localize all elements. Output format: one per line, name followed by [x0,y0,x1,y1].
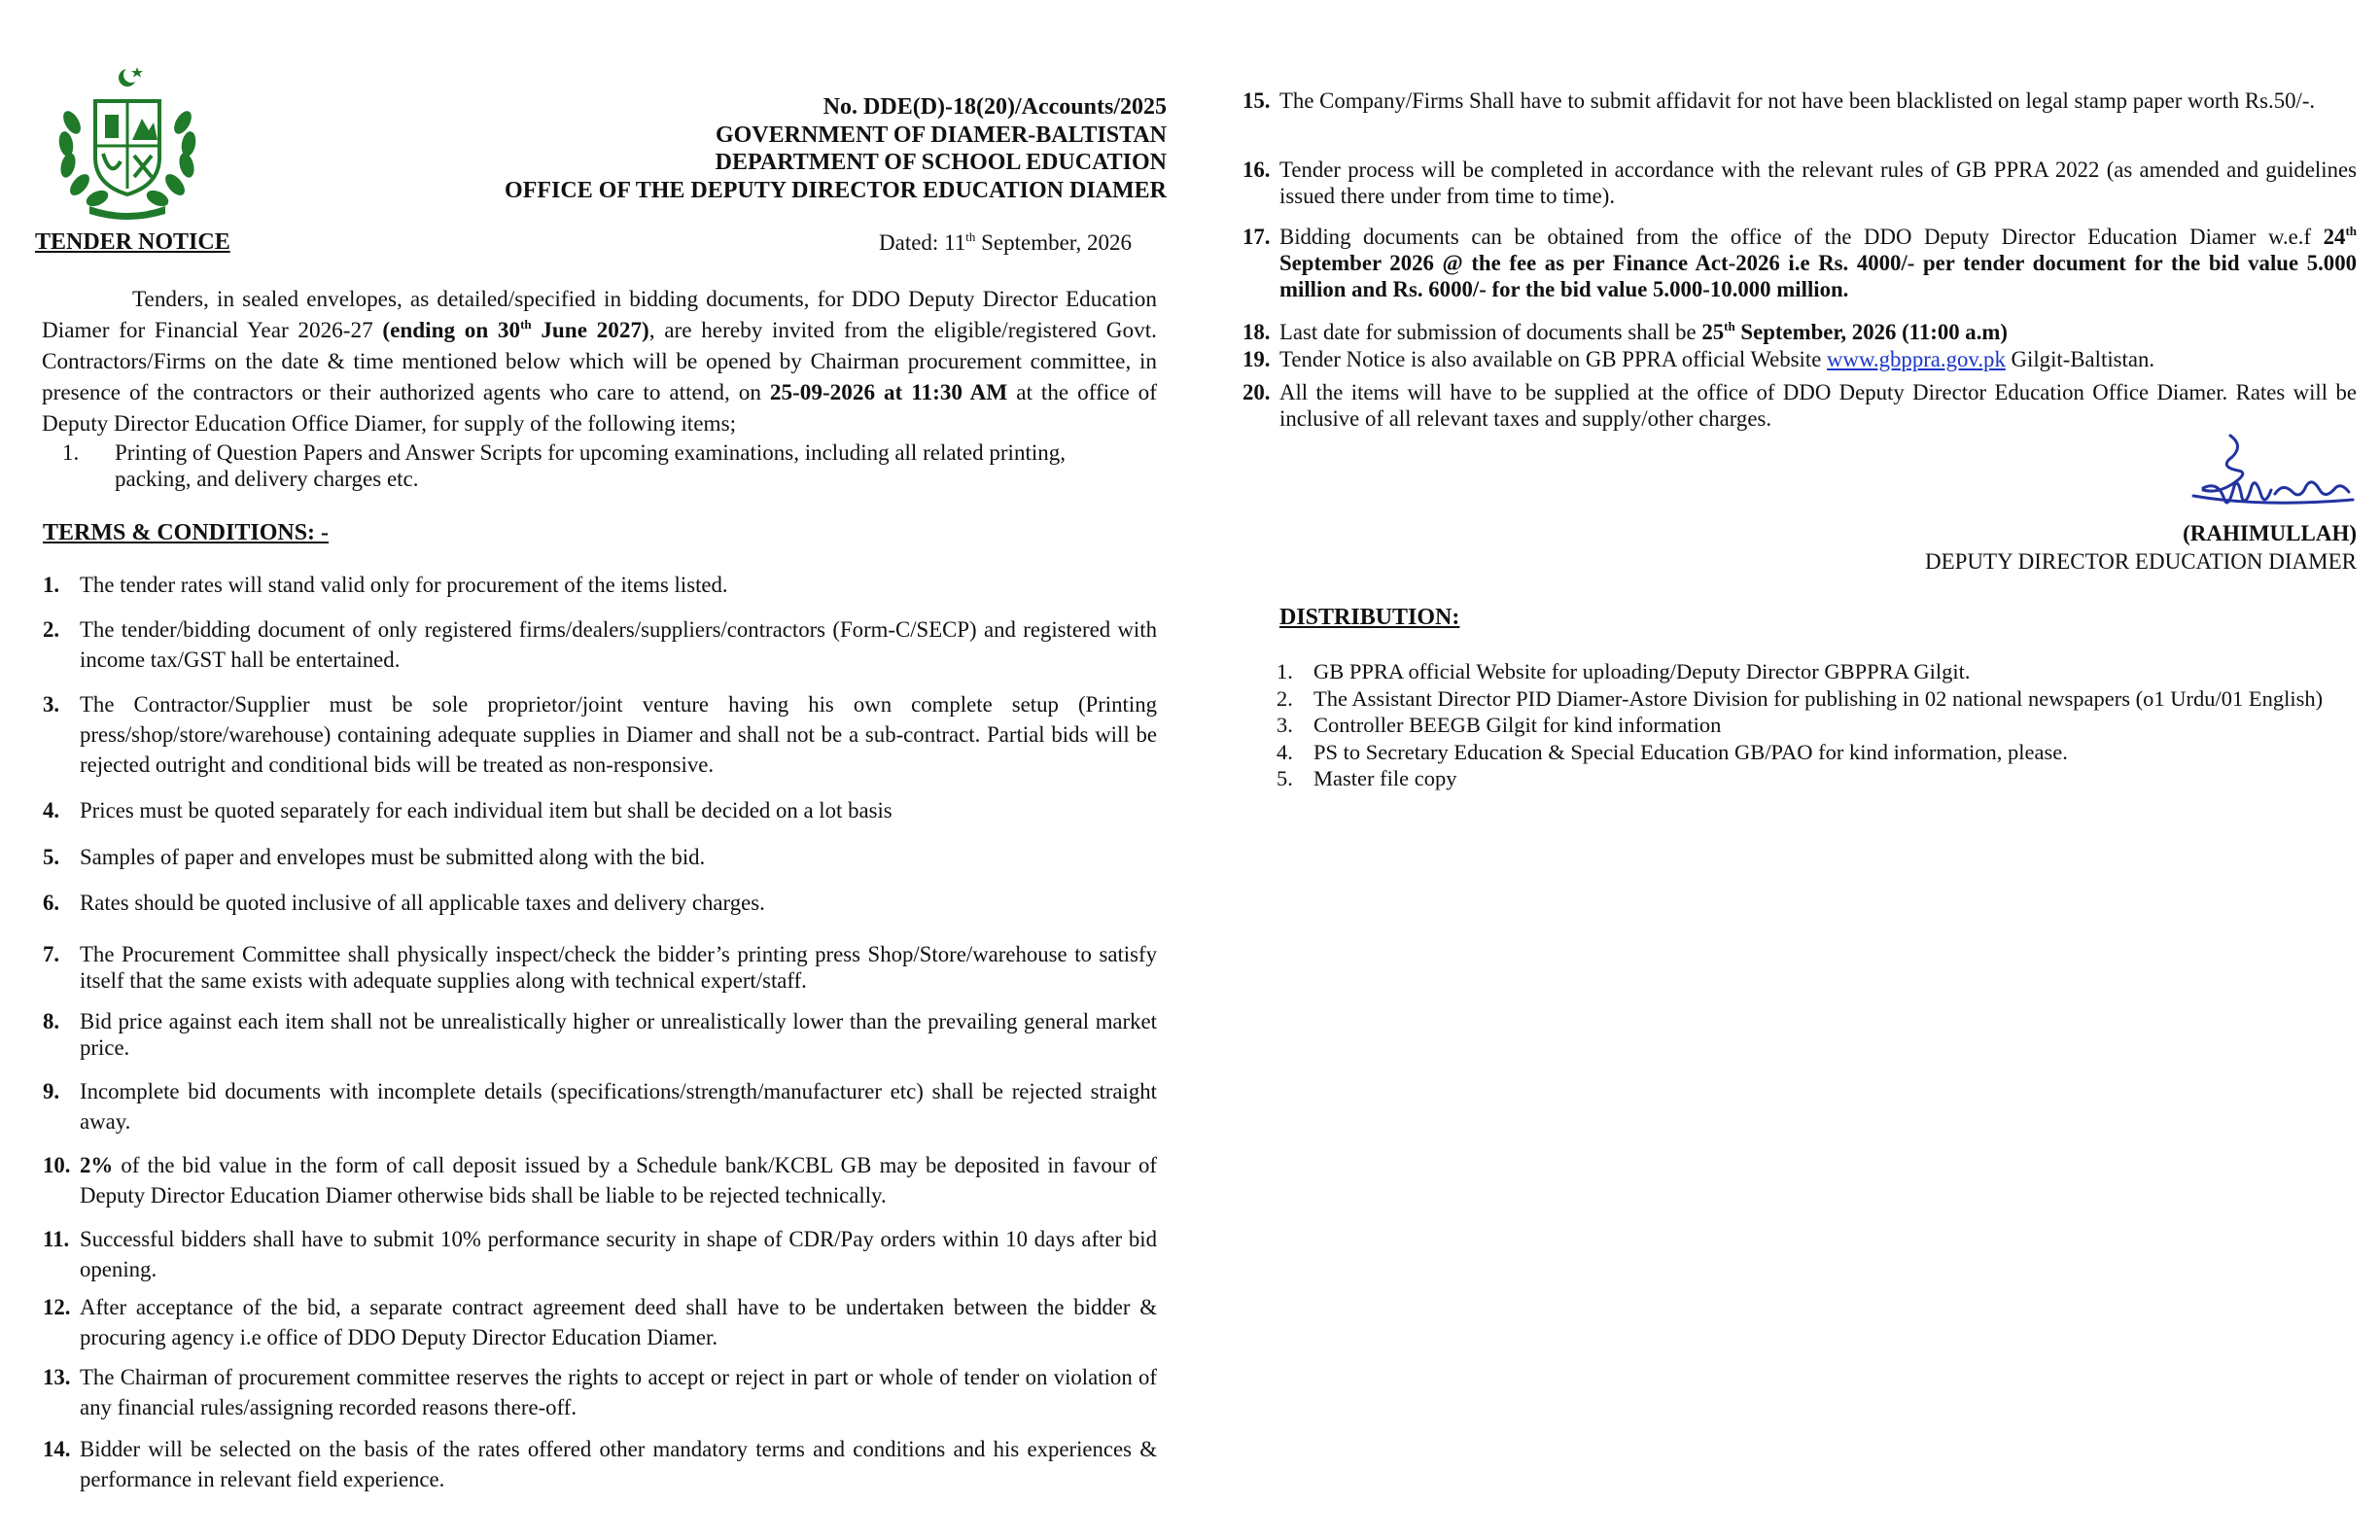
fiscal-year-end-text: (ending on 30 [382,318,521,343]
signer-title: DEPUTY DIRECTOR EDUCATION DIAMER [1924,549,2357,574]
term-item [1242,88,2357,114]
term-text [1279,224,2357,302]
intro-text-3: at the office of Deputy Director Education Office Diamer, for supply of the following items; [42,380,1158,437]
signature [2174,428,2355,517]
item-text: Printing of Question Papers and Answer Scripts for upcoming examinations, including all related printing, packing, and delivery charges etc. [115,440,1066,491]
term-text [1279,346,2357,372]
office-name: OFFICE OF THE DEPUTY DIRECTOR EDUCATION DIAMER [505,177,1167,203]
reference-number: No. DDE(D)-18(20)/Accounts/2025 [822,94,1167,120]
intro-text-1: Tenders, in sealed envelopes, as detailed/specified in bidding documents, for DDO Deputy Director Education Diamer for Financial Year 2026-27 [42,287,1157,343]
deposit-percentage: 2% [80,1153,114,1177]
fiscal-year-end-sup: th [520,317,532,332]
term-text-body: of the bid value in the form of call deposit issued by a Schedule bank/KCBL GB may be deposited in favour of Deputy Director Education Diamer otherwise bids shall be liable to be rejected technically. [80,1153,1157,1208]
intro-text-2: , are hereby invited from the eligible/registered Govt. Contractors/Firms on the date & time mentioned below which will be opened by Chairman procurement committee, in presence of the contractors or their authorized agents who care to attend, on [42,318,1157,405]
term-text: Tender process will be completed in accordance with the relevant rules of GB PPRA 2022 (as amended and guidelines issued there under from time to time). [1279,158,2357,208]
list-number: 5. [1277,766,1293,790]
term-item [43,1224,1157,1284]
term-text: The Chairman of procurement committee reserves the rights to accept or reject in part or whole of tender on violation of any financial rules/assigning recorded reasons there-off. [80,1365,1157,1419]
list-number: 3. [1277,713,1293,737]
deadline-text: September, 2026 (11:00 a.m) [1734,320,2008,344]
distribution-list [1277,658,2356,792]
date-prefix: Dated: 11 [879,230,966,255]
term-item [43,1434,1157,1494]
term-text: The Procurement Committee shall physically inspect/check the bidder’s printing press Shop/Store/warehouse to satisfy itself that the same exists with adequate supplies along with technical expert/staff. [80,942,1157,993]
document-title: TENDER NOTICE [35,229,230,255]
term-text: Incomplete bid documents with incomplete details (specifications/strength/manufacturer etc) shall be rejected straight away. [80,1079,1157,1134]
distribution-heading: DISTRIBUTION: [1279,605,1460,630]
term-number: 7. [43,942,60,966]
term-item [43,1150,1157,1210]
items-list [62,439,1132,492]
term-item [1242,224,2357,302]
date-line [879,230,1132,256]
term-number: 4. [43,798,60,822]
term-number: 12. [43,1295,71,1319]
signer-name: (RAHIMULLAH) [2183,521,2357,545]
list-number: 1. [1277,659,1293,683]
term-text: The Company/Firms Shall have to submit affidavit for not have been blacklisted on legal stamp paper worth Rs.50/-. [1279,88,2316,113]
fiscal-year-end-suffix: June 2027) [531,318,649,343]
term-item [1242,319,2357,345]
government-emblem-logo [51,64,204,220]
gbppra-website-link[interactable]: www.gbppra.gov.pk [1827,347,2006,371]
term-item [43,842,1157,872]
list-item [1277,739,2356,766]
fiscal-year-end [382,318,648,343]
term-number: 8. [43,1009,60,1033]
letterhead [428,93,1167,204]
term-item [43,941,1157,994]
fee-day-sup: th [2345,224,2357,238]
term-text [80,1150,1157,1210]
terms-heading: TERMS & CONDITIONS: - [43,520,330,545]
term-number: 3. [43,692,60,717]
term-number: 18. [1242,320,1271,344]
government-name: GOVERNMENT OF DIAMER-BALTISTAN [715,122,1167,148]
term-number: 6. [43,891,60,915]
term-item [43,614,1157,675]
term-item [43,1292,1157,1352]
term-item [43,888,1157,918]
fee-day: 24 [2323,225,2346,249]
term-number: 19. [1242,347,1271,371]
term-item [43,1008,1157,1061]
term-number: 5. [43,845,60,869]
list-item [1277,765,2356,792]
term-text: Bidder will be selected on the basis of the rates offered other mandatory terms and conditions and his experiences & performance in relevant field experience. [80,1437,1157,1491]
term-number: 20. [1242,380,1271,404]
term-text [1279,319,2357,345]
list-item [1277,712,2356,739]
date-superscript: th [965,229,976,244]
list-number: 4. [1277,739,1293,764]
term-item [43,689,1157,780]
term-text: Samples of paper and envelopes must be submitted along with the bid. [80,845,706,869]
term-number: 9. [43,1079,60,1103]
term-text-body: Bidding documents can be obtained from the office of the DDO Deputy Director Education Diamer w.e.f [1279,225,2324,249]
term-text-body: Tender Notice is also available on GB PPRA official Website [1279,347,1828,371]
term-number: 10. [43,1153,71,1177]
list-text: PS to Secretary Education & Special Education GB/PAO for kind information, please. [1313,739,2068,764]
term-number: 16. [1242,158,1271,182]
term-text: The tender rates will stand valid only for procurement of the items listed. [80,573,728,597]
term-item [1242,346,2357,372]
term-item [43,1362,1157,1422]
term-text: The Contractor/Supplier must be sole proprietor/joint venture having his own complete setup (Printing press/shop/store/warehouse) containing adequate supplies in Diamer and shall not be a sub-contract. Partial bids will be rejected outright and conditional bids will be treated as non-responsive. [80,692,1157,777]
list-item [62,439,1132,492]
term-item [43,795,1157,825]
term-text: All the items will have to be supplied at the office of DDO Deputy Director Education Office Diamer. Rates will be inclusive of all relevant taxes and supply/other charges. [1279,380,2357,431]
deadline-day: 25 [1701,320,1725,344]
list-item [1277,658,2356,685]
list-text: GB PPRA official Website for uploading/Deputy Director GBPPRA Gilgit. [1313,659,1971,683]
term-number: 14. [43,1437,71,1461]
term-text-body: Last date for submission of documents shall be [1279,320,1702,344]
list-text: The Assistant Director PID Diamer-Astore Division for publishing in 02 national newspapers (o1 Urdu/01 English) [1313,685,2324,711]
term-number: 11. [43,1227,70,1251]
term-text-suffix: Gilgit-Baltistan. [2005,347,2155,371]
term-number: 15. [1242,88,1271,113]
department-name: DEPARTMENT OF SCHOOL EDUCATION [715,150,1167,175]
term-number: 13. [43,1365,71,1389]
list-text: Master file copy [1313,766,1457,790]
term-text: Prices must be quoted separately for each individual item but shall be decided on a lot basis [80,798,892,822]
list-item [1277,685,2356,713]
term-text: Successful bidders shall have to submit 10% performance security in shape of CDR/Pay orders within 10 days after bid opening. [80,1227,1157,1281]
intro-paragraph [42,284,1157,439]
list-number: 2. [1277,685,1293,711]
list-text: Controller BEEGB Gilgit for kind information [1313,713,1722,737]
term-item [43,570,1157,600]
item-number: 1. [62,440,80,465]
term-text: The tender/bidding document of only registered firms/dealers/suppliers/contractors (Form-C/SECP) and registered with income tax/GST hall be entertained. [80,617,1157,672]
opening-date-time: 25-09-2026 at 11:30 AM [769,380,1008,405]
term-number: 17. [1242,225,1271,249]
term-text: After acceptance of the bid, a separate contract agreement deed shall have to be undertaken between the bidder & procuring agency i.e office of DDO Deputy Director Education Diamer. [80,1295,1157,1349]
deadline [1701,320,2008,344]
fee-text: September 2026 @ the fee as per Finance Act-2026 i.e Rs. 4000/- per tender document for the bid value 5.000 million and Rs. 6000/- for the bid value 5.000-10.000 million. [1279,251,2357,301]
term-number: 2. [43,617,60,642]
term-number: 1. [43,573,60,597]
term-text: Bid price against each item shall not be unrealistically higher or unrealistically lower than the prevailing general market price. [80,1009,1157,1060]
deadline-day-sup: th [1724,319,1735,333]
date-suffix: September, 2026 [975,230,1133,255]
term-item [43,1076,1157,1137]
term-text: Rates should be quoted inclusive of all applicable taxes and delivery charges. [80,891,765,915]
term-item [1242,157,2357,209]
term-item [1242,379,2357,432]
